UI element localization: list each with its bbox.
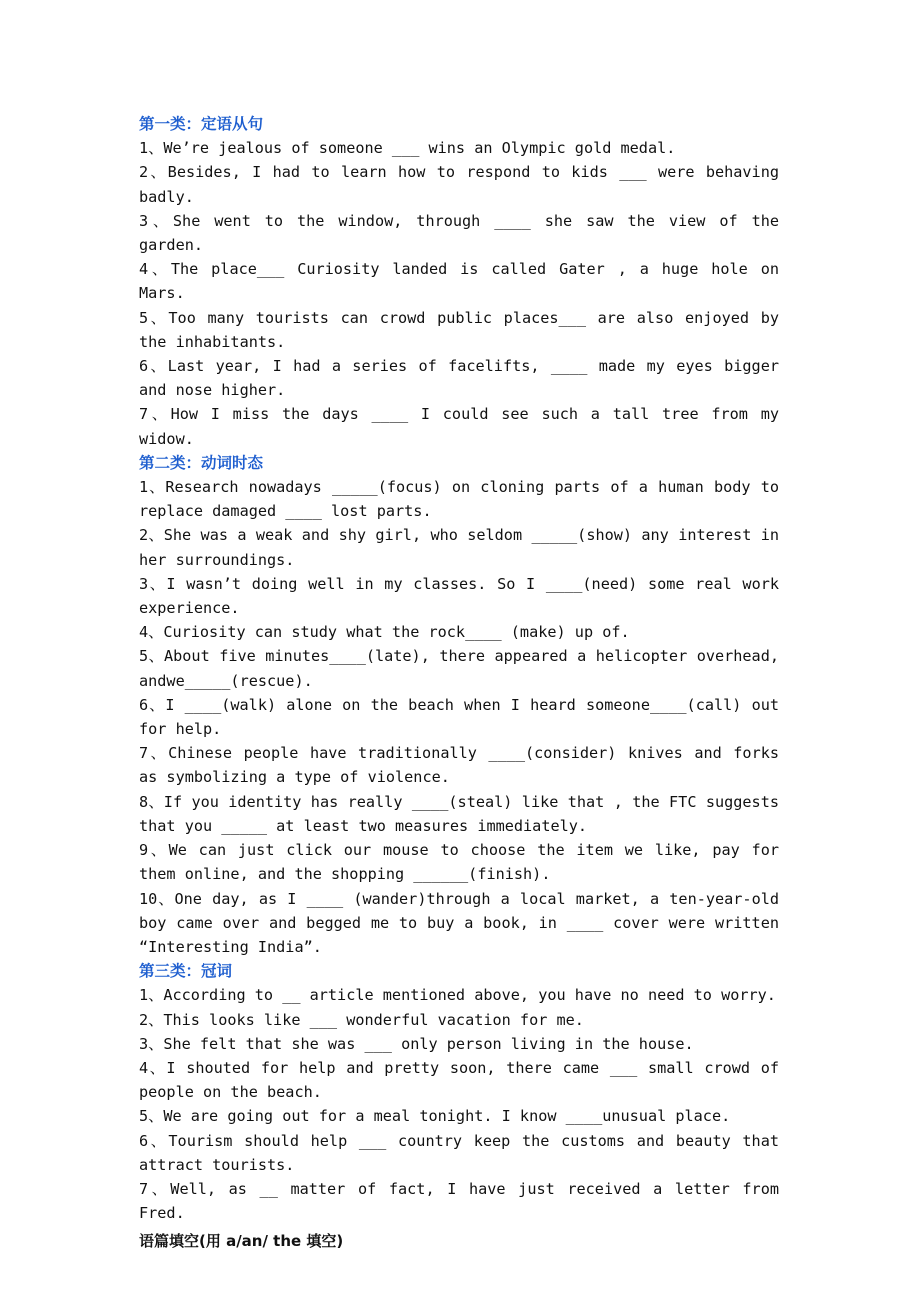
- question-item: 4、Curiosity can study what the rock____ (make) up of.: [139, 623, 630, 642]
- question-item: 9、We can just click our mouse to choose the item we like, pay for them online, and the shopping ______(finish).: [139, 841, 779, 884]
- question-item: 3、I wasn’t doing well in my classes. So I ____(need) some real work experience.: [139, 574, 779, 618]
- question-item: 5、Too many tourists can crowd public places___ are also enjoyed by the inhabitants.: [139, 308, 779, 351]
- question-item: 3、She felt that she was ___ only person living in the house.: [139, 1034, 694, 1053]
- section-heading: 第一类：定语从句: [139, 115, 264, 133]
- question-item: 2、Besides, I had to learn how to respond to kids ___ were behaving badly.: [139, 163, 779, 206]
- question-item: 7、Well, as __ matter of fact, I have just received a letter from Fred.: [139, 1179, 779, 1223]
- question-item: 5、We are going out for a meal tonight. I know ____unusual place.: [139, 1107, 731, 1126]
- question-item: 1、We’re jealous of someone ___ wins an Olympic gold medal.: [139, 139, 676, 158]
- question-item: 6、Tourism should help ___ country keep the customs and beauty that attract tourists.: [139, 1131, 779, 1174]
- passage-fill-heading: 语篇填空(用 a/an/ the 填空): [139, 1232, 344, 1251]
- question-item: 6、I ____(walk) alone on the beach when I heard someone____(call) out for help.: [139, 695, 779, 739]
- section-verb-tenses: [139, 451, 779, 959]
- question-item: 4、I shouted for help and pretty soon, there came ___ small crowd of people on the beach.: [139, 1058, 779, 1102]
- question-item: 10、One day, as I ____ (wander)through a local market, a ten-year-old boy came over and begged me to buy a book, in ____ cover were written “Interesting India”.: [139, 889, 779, 956]
- question-item: 6、Last year, I had a series of facelifts, ____ made my eyes bigger and nose higher.: [139, 357, 779, 400]
- question-item: 8、If you identity has really ____(steal) like that , the FTC suggests that you _____ at least two measures immediately.: [139, 792, 779, 835]
- question-item: 2、This looks like ___ wonderful vacation for me.: [139, 1010, 584, 1029]
- question-item: 4、The place___ Curiosity landed is called Gater , a huge hole on Mars.: [139, 260, 779, 303]
- section-relative-clauses: [139, 112, 779, 451]
- document-page: [139, 112, 779, 1254]
- question-item: 2、She was a weak and shy girl, who seldom _____(show) any interest in her surroundings.: [139, 526, 779, 569]
- section-heading: 第三类：冠词: [139, 962, 233, 981]
- question-item: 5、About five minutes____(late), there appeared a helicopter overhead, andwe_____(rescue).: [139, 647, 779, 690]
- question-item: 7、Chinese people have traditionally ____(consider) knives and forks as symbolizing a type of violence.: [139, 744, 779, 787]
- section-articles: [139, 959, 779, 1225]
- question-item: 7、How I miss the days ____ I could see such a tall tree from my widow.: [139, 405, 779, 448]
- question-item: 3、She went to the window, through ____ she saw the view of the garden.: [139, 211, 779, 255]
- question-item: 1、Research nowadays _____(focus) on cloning parts of a human body to replace damaged ____ lost parts.: [139, 478, 779, 521]
- section-heading: 第二类：动词时态: [139, 453, 264, 472]
- question-item: 1、According to __ article mentioned above, you have no need to worry.: [139, 986, 776, 1005]
